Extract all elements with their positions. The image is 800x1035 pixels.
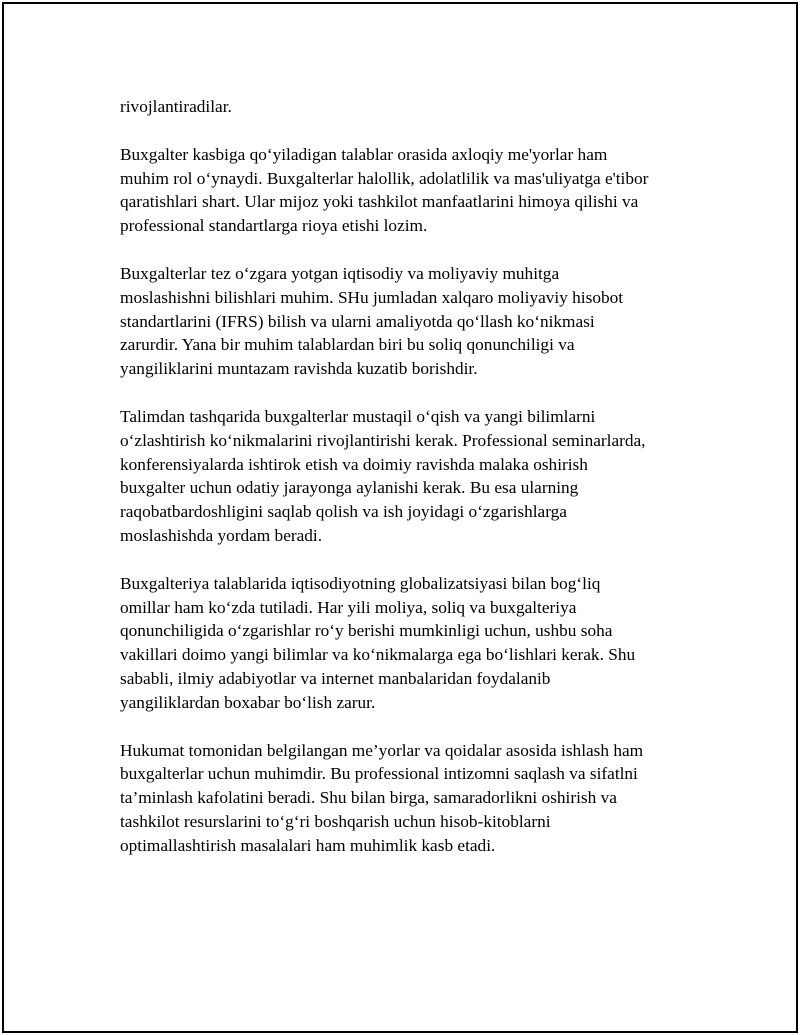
- paragraph-adaptation: Buxgalterlar tez o‘zgara yotgan iqtisodiy va moliyaviy muhitga moslashishni bilishlari muhim. SHu jumladan xalqaro moliyaviy hisobot standartlarini (IFRS) bilish va ularni amaliyotda qo‘llash ko‘nikmasi zarurdir. Yana bir muhim talablardan biri bu soliq qonunchiligi va yangiliklarini muntazam ravishda kuzatib borishdir.: [120, 263, 624, 379]
- paragraph-self-learning: Talimdan tashqarida buxgalterlar mustaqil o‘qish va yangi bilimlarni o‘zlashtirish ko‘nikmalarini rivojlantirishi kerak. Professional seminarlarda, konferensiyalarda ishtirok etish va doimiy ravishda malaka oshirish buxgalter uchun odatiy jarayonga aylanishi kerak. Bu esa ularning raqobatbardoshligini saqlab qolish va ish joyidagi o‘zgarishlarga moslashishda yordam beradi.: [120, 406, 646, 545]
- paragraph-globalization: Buxgalteriya talablarida iqtisodiyotning globalizatsiyasi bilan bog‘liq omillar ham ko‘zda tutiladi. Har yili moliya, soliq va buxgalteriya qonunchiligida o‘zgarishlar ro‘y berishi mumkinligi uchun, ushbu soha vakillari doimo yangi bilimlar va ko‘nikmalarga ega bo‘lishlari kerak. Shu sababli, ilmiy adabiyotlar va internet manbalaridan foydalanib yangiliklardan boxabar bo‘lish zarur.: [120, 573, 636, 712]
- paragraph-ethics: Buxgalter kasbiga qo‘yiladigan talablar orasida axloqiy me'yorlar ham muhim rol o‘ynaydi. Buxgalterlar halollik, adolatlilik va mas'uliyatga e'tibor qaratishlari shart. Ular mijoz yoki tashkilot manfaatlarini himoya qilishi va professional standartlarga rioya etishi lozim.: [120, 144, 649, 236]
- paragraph-continuation: rivojlantiradilar.: [120, 97, 232, 116]
- document-page: [2, 2, 798, 1033]
- paragraph-regulations: Hukumat tomonidan belgilangan me’yorlar va qoidalar asosida ishlash ham buxgalterlar uchun muhimdir. Bu professional intizomni saqlash va sifatlni ta’minlash kafolatini beradi. Shu bilan birga, samaradorlikni oshirish va tashkilot resurslarini to‘g‘ri boshqarish uchun hisob-kitoblarni optimallashtirish masalalari ham muhimlik kasb etadi.: [120, 740, 644, 855]
- document-body: [120, 95, 710, 882]
